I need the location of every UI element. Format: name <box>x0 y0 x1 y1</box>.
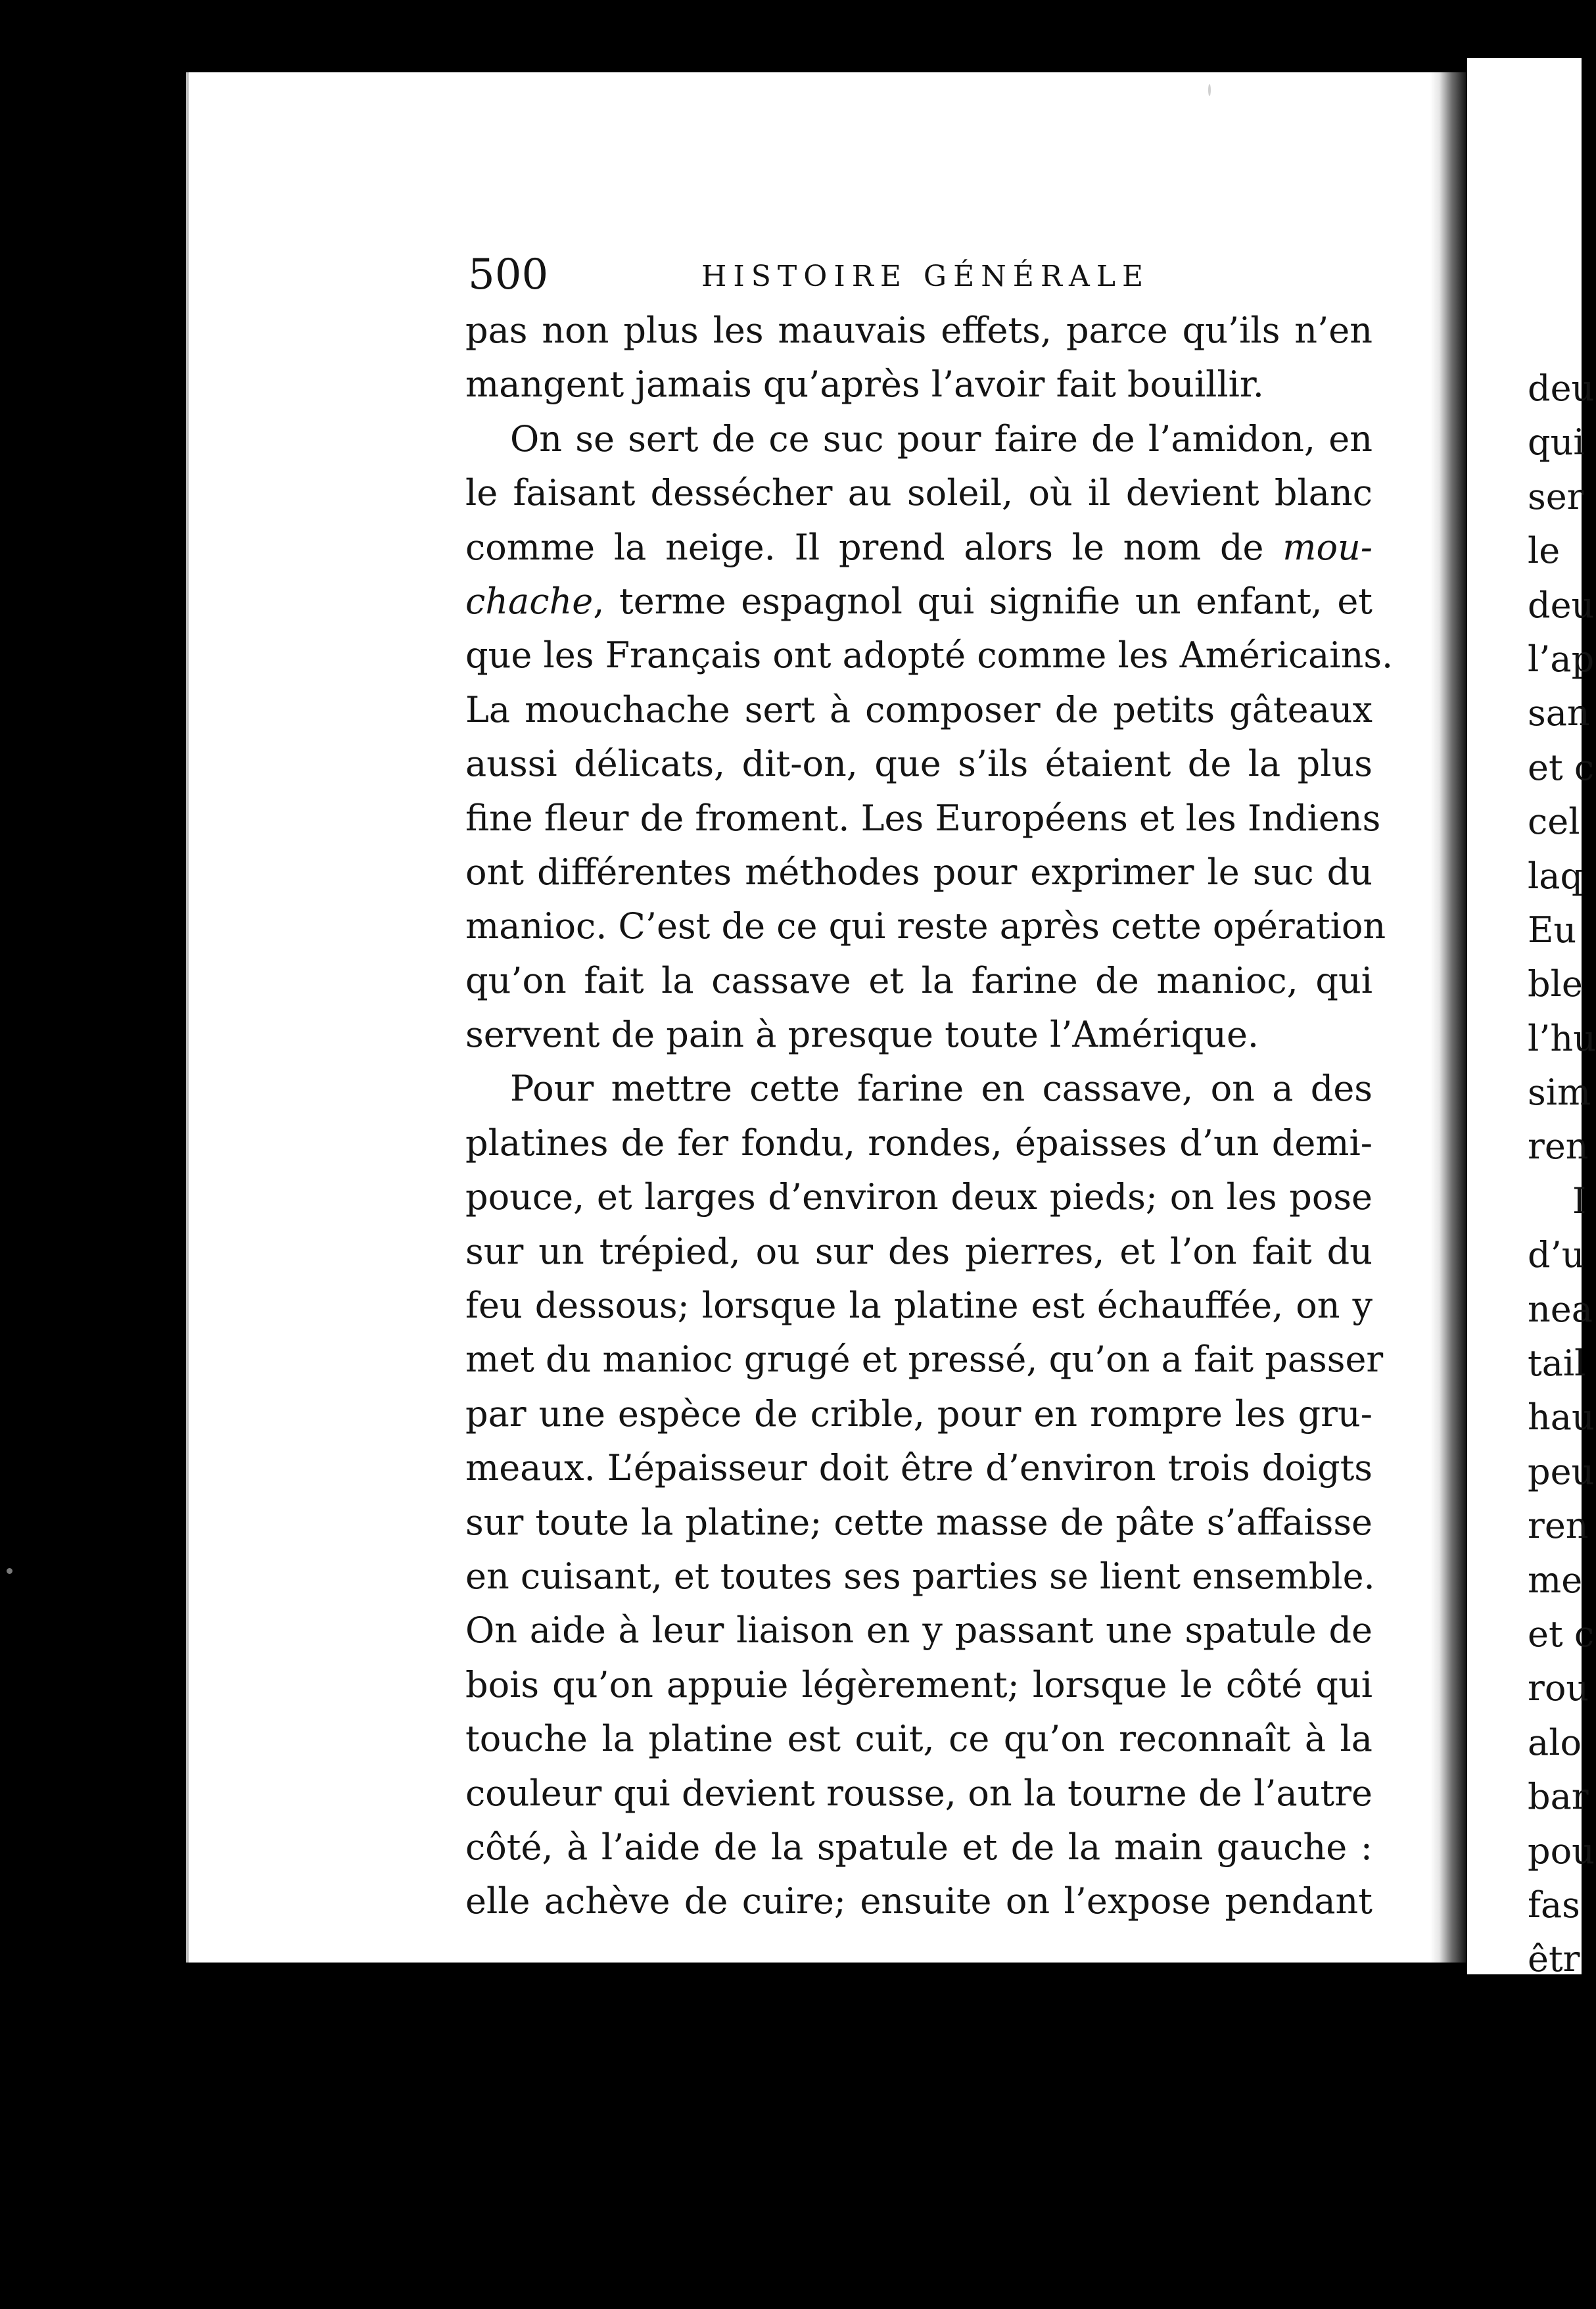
text-line: elle achève de cuire; ensuite on l’expose pendant <box>465 1880 1373 1922</box>
facing-line: sim <box>1528 1072 1591 1114</box>
facing-line: l’hu <box>1528 1017 1596 1059</box>
book-gutter <box>1430 72 1466 1963</box>
text-line: meaux. L’épaisseur doit être d’environ trois doigts <box>465 1447 1373 1489</box>
facing-line: hau <box>1528 1396 1595 1439</box>
facing-line: ren <box>1528 1505 1589 1547</box>
text-line: aussi délicats, dit-on, que s’ils étaient de la plus <box>465 743 1373 785</box>
facing-line: et c <box>1528 1613 1595 1655</box>
text-line: en cuisant, et toutes ses parties se lient ensemble. <box>465 1555 1375 1597</box>
text-line: fine fleur de froment. Les Européens et les Indiens <box>465 797 1381 839</box>
facing-line: qui <box>1528 421 1585 464</box>
text-line: platines de fer fondu, rondes, épaisses d’un demi- <box>465 1122 1373 1164</box>
text-line: On aide à leur liaison en y passant une spatule de <box>465 1609 1373 1652</box>
facing-line: cel <box>1528 801 1580 843</box>
facing-line: le <box>1528 530 1561 572</box>
text-line: qu’on fait la cassave et la farine de manioc, qui <box>465 959 1373 1001</box>
facing-line: deu <box>1528 584 1595 626</box>
text-line: manioc. C’est de ce qui reste après cette opération <box>465 905 1386 947</box>
facing-page-text <box>1528 362 1596 1987</box>
facing-line: me <box>1528 1559 1583 1601</box>
italic-word: mou- <box>1282 526 1373 568</box>
facing-line: ser <box>1528 475 1584 517</box>
facing-line: d’u <box>1528 1234 1585 1276</box>
facing-line: alo <box>1528 1721 1582 1763</box>
facing-line: pou <box>1528 1830 1595 1872</box>
facing-page-edge <box>1467 58 1596 1980</box>
running-head: HISTOIRE GÉNÉRALE <box>701 260 1150 293</box>
text-run: comme la neige. Il prend alors le nom de <box>465 526 1283 568</box>
text-line: ont différentes méthodes pour exprimer le suc du <box>465 851 1373 893</box>
facing-line: nea <box>1528 1288 1593 1330</box>
text-line: sur toute la platine; cette masse de pâte s’affaisse <box>465 1501 1373 1543</box>
facing-line: rou <box>1528 1667 1589 1709</box>
text-line: Pour mettre cette farine en cassave, on a des <box>510 1068 1373 1110</box>
scan-speck <box>7 1568 12 1574</box>
facing-line: peu <box>1528 1450 1595 1492</box>
text-line <box>465 521 1373 575</box>
text-line: pouce, et larges d’environ deux pieds; on les pose <box>465 1176 1373 1218</box>
facing-line: ren <box>1528 1126 1589 1168</box>
text-line: sur un trépied, ou sur des pierres, et l’on fait du <box>465 1230 1373 1272</box>
text-line: mangent jamais qu’après l’avoir fait bouillir. <box>465 364 1264 406</box>
italic-word: chache <box>465 580 594 622</box>
facing-line: fas <box>1528 1884 1580 1926</box>
text-line: La mouchache sert à composer de petits gâteaux <box>465 688 1373 730</box>
text-line: par une espèce de crible, pour en rompre les gru- <box>465 1393 1373 1435</box>
text-line <box>465 575 1373 629</box>
running-header <box>468 245 1362 304</box>
text-line: touche la platine est cuit, ce qu’on reconnaît à la <box>465 1718 1373 1760</box>
text-line: côté, à l’aide de la spatule et de la main gauche : <box>465 1826 1373 1868</box>
text-run: , terme espagnol qui signifie un enfant, et <box>593 580 1373 622</box>
facing-line: ble <box>1528 963 1583 1005</box>
facing-line: laq <box>1528 855 1584 897</box>
page-number: 500 <box>468 250 549 299</box>
text-line: que les Français ont adopté comme les Américains. <box>465 634 1394 677</box>
facing-line: êtr <box>1528 1938 1580 1980</box>
facing-line: bar <box>1528 1776 1589 1818</box>
scan-speck <box>1208 84 1211 96</box>
facing-line: deu <box>1528 368 1595 409</box>
text-line: feu dessous; lorsque la platine est échauffée, on y <box>465 1285 1373 1327</box>
text-line: le faisant dessécher au soleil, où il devient blanc <box>465 472 1373 514</box>
text-line: On se sert de ce suc pour faire de l’amidon, en <box>510 417 1373 460</box>
text-line: couleur qui devient rousse, on la tourne de l’autre <box>465 1772 1373 1814</box>
facing-line: et c <box>1528 746 1595 788</box>
text-line: servent de pain à presque toute l’Amérique. <box>465 1014 1259 1056</box>
facing-line: san <box>1528 692 1590 734</box>
text-line: pas non plus les mauvais effets, parce qu’ils n’en <box>465 310 1373 351</box>
facing-line: I <box>1572 1179 1587 1222</box>
facing-line: tail <box>1528 1343 1586 1385</box>
text-line: bois qu’on appuie légèrement; lorsque le côté qui <box>465 1663 1373 1705</box>
facing-line: l’ap <box>1528 638 1595 680</box>
body-text <box>465 304 1394 1929</box>
text-line: met du manioc grugé et pressé, qu’on a fait passer <box>465 1339 1384 1381</box>
facing-line: Eu <box>1528 909 1577 951</box>
